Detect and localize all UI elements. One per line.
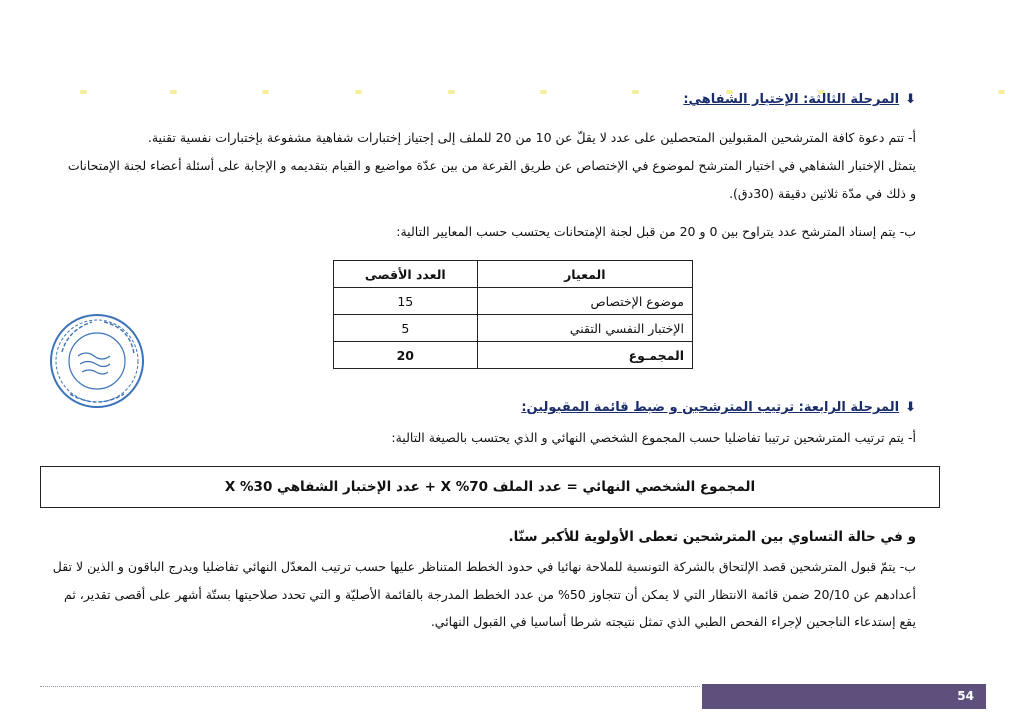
footer-divider [40,686,700,687]
section4-para-b2: أعدادهم عن 20/10 ضمن قائمة الانتظار التي لا يمكن أن تتجاوز 50% من عدد الخطط المدرجة بالقائمة الأصليّة و التي تحدد صلاحيتها بستّة أشهر على أقصى تقدير، ثم [64,587,916,602]
section3-para-2: يتمثل الإختبار الشفاهي في اختيار المترشح لموضوع في الإختصاص عن طريق القرعة من بين عدّة مواضيع و القيام بتقديمه و الإجابة على أسئلة أعضاء لجنة الإمتحانات [67,158,916,173]
max-cell: 15 [334,288,478,315]
section4-para-b3: يقع إستدعاء الناجحين لإجراء الفحص الطبي الذي تمثل نتيجته شرطا أساسيا في القبول النهائي. [430,614,916,629]
criteria-table [333,260,693,369]
max-cell: 5 [334,315,478,342]
section3-para-3: و ذلك في مدّة ثلاثين دقيقة (30دق). [729,186,916,201]
section3-heading [683,92,916,107]
score-formula: المجموع الشخصي النهائي = عدد الملف 70% X + عدد الإختبار الشفاهي 30% X [224,479,756,495]
criterion-cell: الإختبار النفسي التقني [477,315,692,342]
section3-para-b: ب- يتم إسناد المترشح عدد يتراوح بين 0 و 20 من قبل لجنة الإمتحانات يحتسب حسب المعايير التالية: [396,224,916,239]
table-header-row [334,261,693,288]
footer-bar [702,684,986,709]
section4-title: المرحلة الرابعة: ترتيب المترشحين و ضبط قائمة المقبولين: [521,400,900,415]
page-number: 54 [957,689,974,703]
total-value-cell: 20 [334,342,478,369]
col-criterion-header: المعيار [477,261,692,288]
table-total-row [334,342,693,369]
table-row [334,288,693,315]
section4-heading [521,400,916,415]
section3-title: المرحلة الثالثة: الإختبار الشفاهي: [683,92,900,107]
section4-para-b1: ب- يتمّ قبول المترشحين قصد الإلتحاق بالشركة التونسية للملاحة نهائيا في حدود الخطط المتناظر عليها حسب ترتيب المعدّل النهائي تفاضليا ويدرج الباقون و الذين لا تقل [52,559,916,574]
section3-para-a: أ- تتم دعوة كافة المترشحين المقبولين المتحصلين على عدد لا يقلّ عن 10 من 20 للملف إلى إجتياز إختبارات شفاهية مشفوعة بإختبارات نفسية تقنية. [147,130,916,145]
score-formula-box [40,466,940,508]
criterion-cell: موضوع الإختصاص [477,288,692,315]
total-label-cell: المجمـوع [477,342,692,369]
arrow-icon: ⬇ [905,400,916,415]
tie-rule: و في حالة التساوي بين المترشحين تعطى الأولوية للأكبر سنّا. [508,529,916,545]
arrow-icon: ⬇ [905,92,916,107]
table-row [334,315,693,342]
official-stamp [48,312,146,410]
col-max-header: العدد الأقصى [334,261,478,288]
section4-para-a: أ- يتم ترتيب المترشحين ترتيبا تفاضليا حسب المجموع الشخصي النهائي و الذي يحتسب بالصيغة التالية: [391,430,916,445]
